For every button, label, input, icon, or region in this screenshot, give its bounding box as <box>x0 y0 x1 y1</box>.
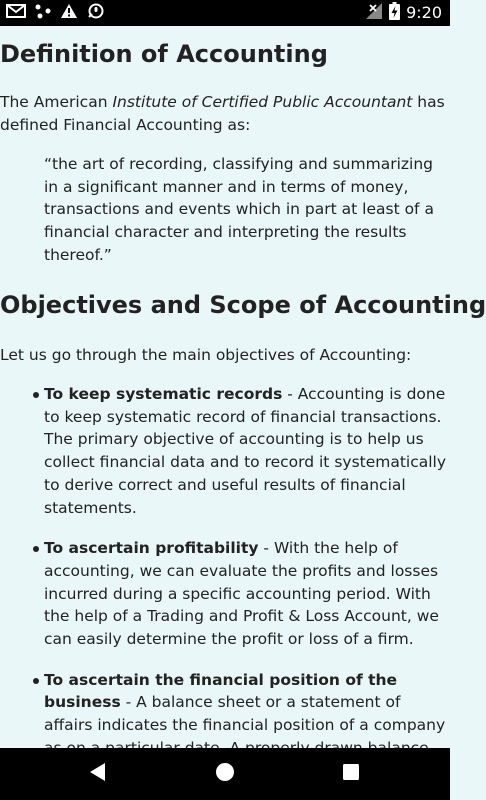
list-item <box>44 383 448 519</box>
intro-text-after: has defined Financial Accounting as: <box>0 93 445 134</box>
battery-charging-icon <box>389 2 400 24</box>
objective-text: - With the help of accounting, we can evaluate the profits and losses incurred during a specific accounting period. With the help of a Trading and Profit & Loss Account, we can easily determine the profit or loss of a firm. <box>44 539 439 649</box>
heading-objectives: Objectives and Scope of Accounting <box>0 291 486 319</box>
navigation-bar <box>0 748 450 800</box>
no-signal-icon <box>365 2 383 24</box>
notification-icons <box>6 3 106 23</box>
home-icon <box>215 762 235 786</box>
back-button[interactable] <box>82 758 114 790</box>
warning-icon <box>60 3 78 23</box>
clock: 9:20 <box>406 3 442 22</box>
intro-emphasis: Institute of Certified Public Accountant <box>112 93 413 111</box>
article-content[interactable] <box>0 26 486 748</box>
objectives-list <box>0 383 448 800</box>
voice-search-icon <box>86 3 106 23</box>
objective-term: To keep systematic records <box>44 385 283 403</box>
network-share-icon <box>34 3 52 23</box>
objective-term: To ascertain the financial position of the business <box>44 670 398 712</box>
objective-text: - A balance sheet or a statement of affairs indicates the financial position of a company <box>44 693 446 735</box>
intro-paragraph <box>0 91 445 136</box>
status-bar <box>0 0 450 26</box>
objective-text: - Accounting is done to keep systematic record of financial transactions. The primary objective of accounting is to help us collect financial data and to record it systematically to derive correct and useful results of financial statements. <box>44 385 447 517</box>
gmail-icon <box>6 3 26 23</box>
intro-text-before: The American <box>0 93 113 111</box>
list-item <box>44 537 448 651</box>
recents-button[interactable] <box>335 758 367 790</box>
recents-icon <box>342 763 360 785</box>
system-status <box>365 2 442 24</box>
objectives-intro: Let us go through the main objectives of Accounting: <box>0 346 412 364</box>
back-icon <box>89 762 107 786</box>
definition-quote: “the art of recording, classifying and summarizing in a significant manner and in terms of money, transactions and events which in part at least of a financial character and interpreting the results thereof.” <box>44 155 434 264</box>
heading-definition: Definition of Accounting <box>0 40 328 68</box>
home-button[interactable] <box>209 758 241 790</box>
objective-term: To ascertain profitability <box>44 539 259 558</box>
